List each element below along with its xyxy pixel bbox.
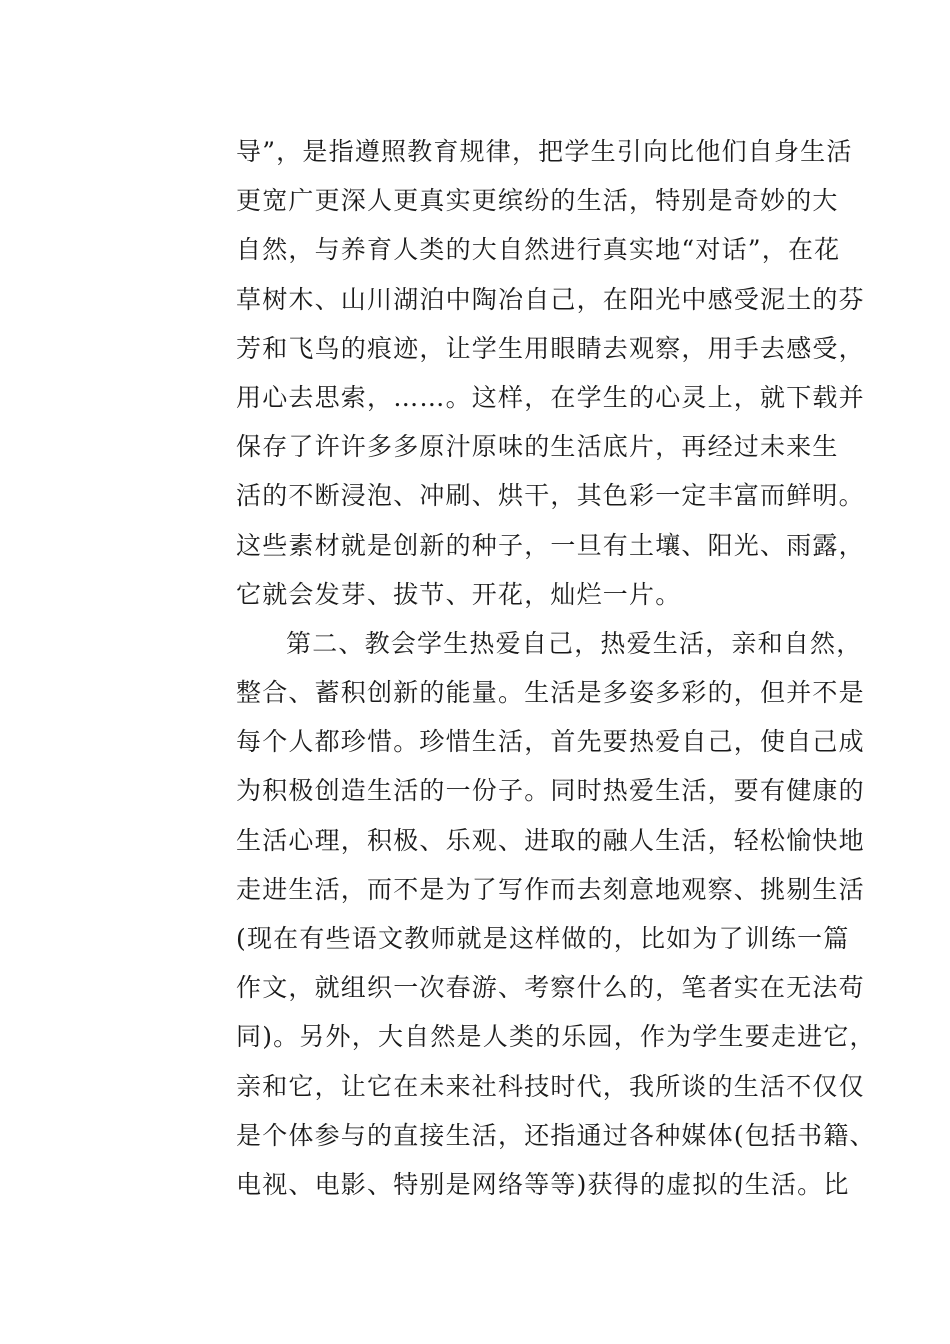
text-line: 这些素材就是创新的种子，一旦有土壤、阳光、雨露， (236, 530, 865, 560)
text-line: 芳和飞鸟的痕迹，让学生用眼睛去观察，用手去感受， (236, 333, 865, 363)
text-line: 用心去思索，……。这样，在学生的心灵上，就下载并 (236, 382, 865, 412)
text-line: 为积极创造生活的一份子。同时热爱生活，要有健康的 (236, 776, 865, 806)
text-line: 是个体参与的直接生活，还指通过各种媒体(包括书籍、 (236, 1120, 876, 1150)
text-line: 更宽广更深人更真实更缤纷的生活，特别是奇妙的大 (236, 186, 839, 216)
text-line: 导”，是指遵照教育规律，把学生引向比他们自身生活 (236, 137, 853, 166)
text-line: 草树木、山川湖泊中陶冶自己，在阳光中感受泥土的芬 (236, 284, 865, 314)
text-line: 作文，就组织一次春游、考察什么的，笔者实在无法苟 (236, 973, 865, 1003)
text-line: 它就会发芽、拔节、开花，灿烂一片。 (236, 579, 682, 609)
text-line: 活的不断浸泡、冲刷、烘干，其色彩一定丰富而鲜明。 (236, 481, 865, 511)
body-text (236, 127, 876, 1209)
text-line: 保存了许许多多原汁原味的生活底片，再经过未来生 (236, 432, 839, 462)
text-line: (现在有些语文教师就是这样做的，比如为了训练一篇 (236, 924, 850, 953)
text-line: 生活心理，积极、乐观、进取的融人生活，轻松愉快地 (236, 825, 865, 855)
text-line: 电视、电影、特别是网络等等)获得的虚拟的生活。比 (236, 1169, 850, 1199)
paragraph-start-line: 第二、教会学生热爱自己，热爱生活，亲和自然， (286, 628, 863, 658)
text-line: 走进生活，而不是为了写作而去刻意地观察、挑剔生活 (236, 874, 865, 904)
text-line: 亲和它，让它在未来社科技时代，我所谈的生活不仅仅 (236, 1071, 865, 1101)
text-line: 每个人都珍惜。珍惜生活，首先要热爱自己，使自己成 (236, 727, 865, 757)
text-line: 同)。另外，大自然是人类的乐园，作为学生要走进它， (236, 1022, 876, 1052)
text-line: 整合、蓄积创新的能量。生活是多姿多彩的，但并不是 (236, 678, 865, 708)
text-line: 自然，与养育人类的大自然进行真实地“对话”，在花 (236, 235, 841, 265)
